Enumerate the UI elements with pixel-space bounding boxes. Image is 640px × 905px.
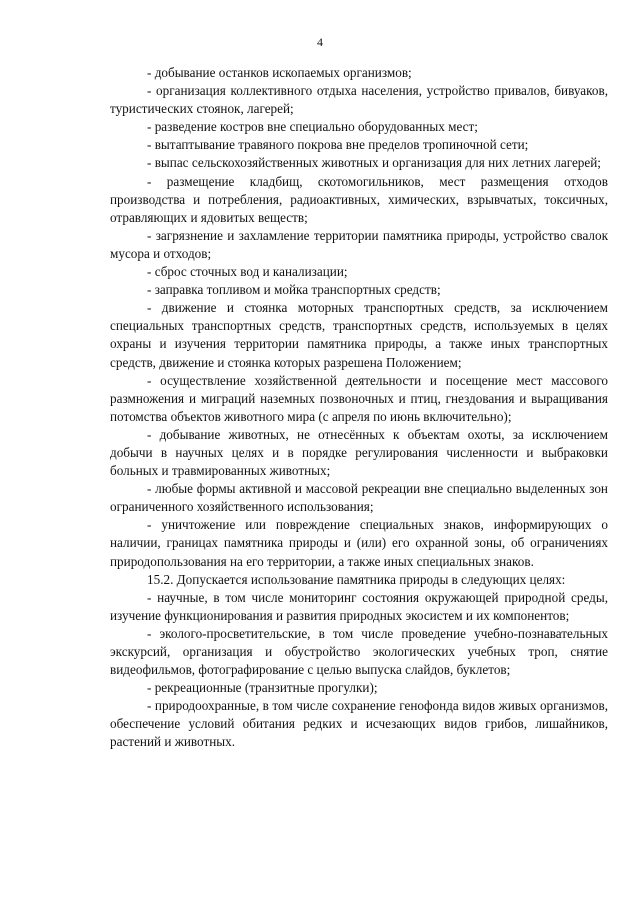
page-number: 4: [317, 35, 323, 49]
list-item-paragraph: - выпас сельскохозяйственных животных и организация для них летних лагерей;: [147, 155, 601, 171]
list-item-paragraph: - любые формы активной и массовой рекреации вне специально выделенных зон ограниченного хозяйственного использования;: [110, 481, 608, 515]
list-item-paragraph: - природоохранные, в том числе сохранение генофонда видов живых организмов, обеспечение условий обитания редких и исчезающих видов грибов, лишайников, растений и животных.: [110, 698, 608, 750]
list-item-paragraph: - научные, в том числе мониторинг состояния окружающей природной среды, изучение функционирования и развития природных экосистем и их компонентов;: [110, 589, 608, 623]
list-item-paragraph: - добывание животных, не отнесённых к объектам охоты, за исключением добычи в научных целях и в порядке регулирования численности и выбраковки больных и травмированных животных;: [110, 426, 608, 479]
section-paragraph: 15.2. Допускается использование памятника природы в следующих целях:: [147, 571, 566, 587]
list-item-paragraph: - размещение кладбищ, скотомогильников, мест размещения отходов производства и потребления, радиоактивных, химических, взрывчатых, токсичных, отравляющих и ядовитых веществ;: [110, 173, 608, 225]
list-item-paragraph: - заправка топливом и мойка транспортных средств;: [147, 282, 441, 298]
list-item-paragraph: - добывание останков ископаемых организмов;: [147, 65, 412, 80]
list-item-paragraph: - организация коллективного отдыха населения, устройство привалов, бивуаков, туристических стоянок, лагерей;: [110, 83, 608, 117]
document-text: [110, 64, 608, 752]
list-item-paragraph: - рекреационные (транзитные прогулки);: [147, 680, 378, 696]
list-item-paragraph: - вытаптывание травяного покрова вне пределов тропиночной сети;: [147, 137, 529, 153]
list-item-paragraph: - сброс сточных вод и канализации;: [147, 264, 348, 280]
list-item-paragraph: - разведение костров вне специально оборудованных мест;: [147, 119, 478, 135]
list-item-paragraph: - осуществление хозяйственной деятельности и посещение мест массового размножения и миграций наземных позвоночных и птиц, гнездования и выращивания потомства объектов животного мира (с апреля по июнь включительно);: [110, 372, 608, 424]
list-item-paragraph: - эколого-просветительские, в том числе проведение учебно-познавательных экскурсий, организация и обустройство экологических учебных троп, снятие видеофильмов, фотографирование с целью выпуска слайдов, буклетов;: [110, 625, 608, 678]
list-item-paragraph: - загрязнение и захламление территории памятника природы, устройство свалок мусора и отходов;: [110, 227, 608, 261]
list-item-paragraph: - уничтожение или повреждение специальных знаков, информирующих о наличии, границах памятника природы и (или) его охранной зоны, об ограничениях природопользования на его территории, а также иных специальных знаков.: [110, 517, 608, 569]
list-item-paragraph: - движение и стоянка моторных транспортных средств, за исключением специальных транспортных средств, транспортных средств, используемых в целях охраны и изучения территории памятника природы, а также иных транспортных средств, движение и стоянка которых разрешена Положением;: [110, 300, 608, 370]
